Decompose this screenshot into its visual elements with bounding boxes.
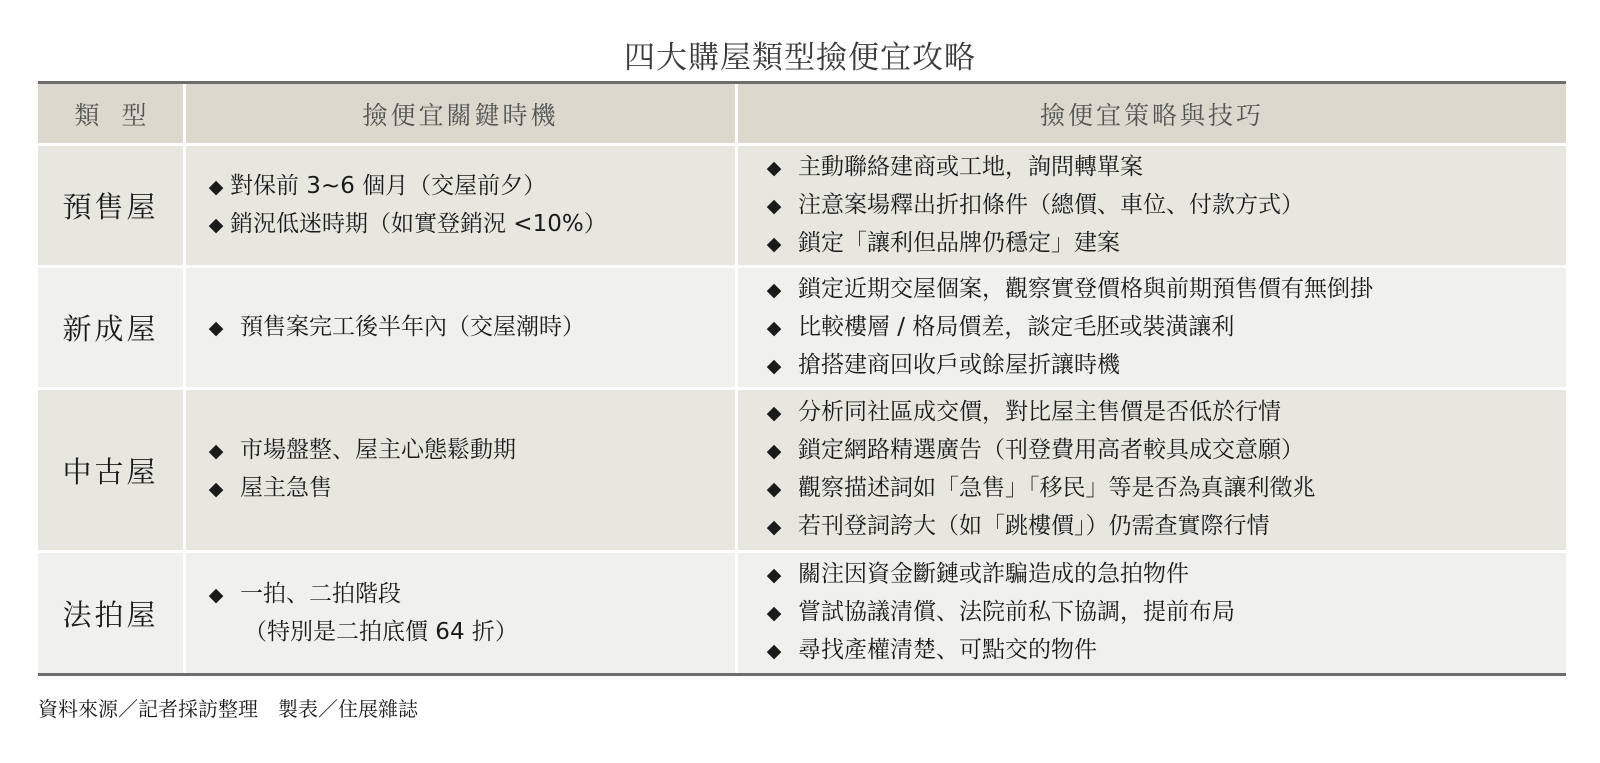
strategy-item [764,632,1566,670]
diamond-bullet-icon: ◆ [766,640,782,662]
header-timing-cell [186,84,738,143]
timing-item [206,168,735,206]
type-cell [38,553,186,673]
timing-item [206,576,735,614]
diamond-bullet-icon: ◆ [766,354,782,377]
strategy-item-text: 觀察描述詞如「急售」「移民」等是否為真讓利徵兆 [798,475,1316,501]
header-type-cell [38,84,186,143]
diamond-bullet-icon: ◆ [208,440,224,462]
timing-cell [186,268,738,387]
strategy-item [764,187,1566,225]
table-header-row [38,84,1566,146]
timing-item-text: 對保前 3~6 個月（交屋前夕） [230,172,547,199]
timing-item-text: 一拍、二拍階段 [240,580,401,607]
source-credit: 資料來源／記者採訪整理 製表／住展雜誌 [38,697,418,721]
strategy-item-text: 鎖定「讓利但品牌仍穩定」建案 [798,229,1120,256]
diamond-bullet-icon: ◆ [766,156,782,179]
diamond-bullet-icon: ◆ [766,194,782,217]
strategy-item [764,309,1566,347]
strategy-cell [738,268,1566,387]
diamond-bullet-icon: ◆ [208,316,224,339]
diamond-bullet-icon: ◆ [766,316,782,339]
diamond-bullet-icon: ◆ [208,175,224,198]
diamond-bullet-icon: ◆ [208,478,224,500]
strategy-item [764,149,1566,187]
type-cell [38,390,186,550]
header-type: 類型 [74,100,169,130]
strategy-item-text: 分析同社區成交價，對比屋主售價是否低於行情 [798,399,1281,425]
diamond-bullet-icon: ◆ [766,402,782,424]
strategy-item-text: 注意案場釋出折扣條件（總價、車位、付款方式） [798,191,1304,218]
header-strategy: 撿便宜策略與技巧 [1039,100,1264,130]
timing-cell [186,146,738,265]
strategy-item-text: 關注因資金斷鏈或詐騙造成的急拍物件 [798,561,1189,587]
strategy-cell [738,390,1566,550]
timing-item [206,309,735,347]
diamond-bullet-icon: ◆ [766,278,782,301]
timing-item [206,432,735,470]
strategy-item-text: 若刊登詞誇大（如「跳樓價」）仍需查實際行情 [798,513,1270,539]
strategy-item [764,225,1566,263]
type-name: 中古屋 [62,454,159,489]
strategy-cell [738,553,1566,673]
timing-cell [186,553,738,673]
timing-item-text: 市場盤整、屋主心態鬆動期 [240,437,516,463]
timing-item [206,206,735,244]
strategy-item-text: 嘗試協議清償、法院前私下協調，提前布局 [798,599,1235,625]
diamond-bullet-icon: ◆ [766,564,782,586]
header-timing: 撿便宜關鍵時機 [362,100,559,130]
type-cell [38,268,186,387]
strategy-item-text: 尋找產權清楚、可點交的物件 [798,637,1097,663]
strategy-item [764,508,1566,546]
type-name: 新成屋 [62,312,159,346]
timing-item-text: 屋主急售 [240,475,332,501]
strategy-item [764,594,1566,632]
page-title: 四大購屋類型撿便宜攻略 [624,40,976,76]
strategy-item [764,347,1566,385]
diamond-bullet-icon: ◆ [766,516,782,538]
table-row [38,268,1566,390]
diamond-bullet-icon: ◆ [766,602,782,624]
timing-item-note: （特別是二拍底價 64 折） [244,618,518,645]
strategy-item-text: 搶搭建商回收戶或餘屋折讓時機 [798,351,1120,378]
strategy-item [764,432,1566,470]
strategy-item-text: 鎖定網路精選廣告（刊登費用高者較具成交意願） [798,437,1304,463]
type-name: 預售屋 [62,190,159,224]
table-row [38,146,1566,268]
diamond-bullet-icon: ◆ [766,232,782,255]
strategy-item [764,271,1566,309]
table-row [38,553,1566,673]
strategy-item [764,394,1566,432]
table-row [38,390,1566,553]
strategy-item-text: 鎖定近期交屋個案，觀察實登價格與前期預售價有無倒掛 [798,275,1373,302]
strategy-item [764,470,1566,508]
timing-item-text: 預售案完工後半年內（交屋潮時） [240,313,585,340]
strategy-item-text: 主動聯絡建商或工地，詢問轉單案 [798,153,1143,180]
type-name: 法拍屋 [62,597,159,632]
comparison-table [38,81,1566,676]
strategy-item [764,556,1566,594]
diamond-bullet-icon: ◆ [766,478,782,500]
type-cell [38,146,186,265]
timing-item [206,470,735,508]
strategy-item-text: 比較樓層 / 格局價差，談定毛胚或裝潢讓利 [798,313,1235,340]
strategy-cell [738,146,1566,265]
header-strategy-cell [738,84,1566,143]
timing-item-text: 銷況低迷時期（如實登銷況 <10%） [230,210,607,237]
diamond-bullet-icon: ◆ [208,583,224,606]
diamond-bullet-icon: ◆ [208,213,224,236]
timing-cell [186,390,738,550]
diamond-bullet-icon: ◆ [766,440,782,462]
